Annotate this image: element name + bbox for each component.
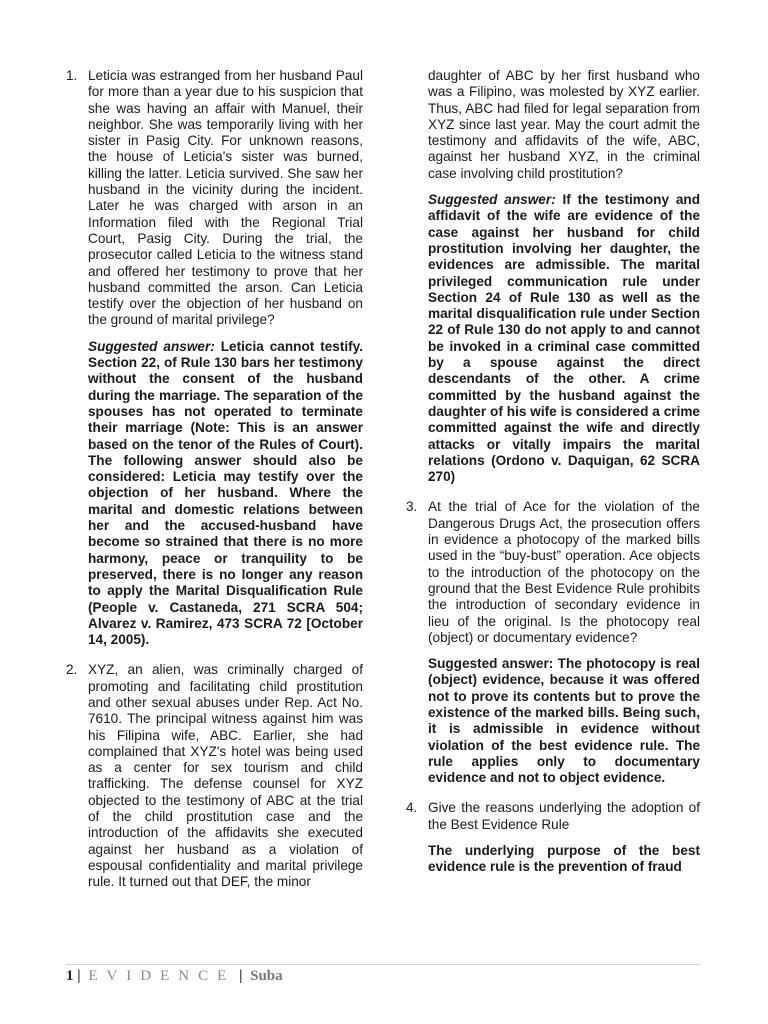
question-text: XYZ, an alien, was criminally charged of promoting and facilitating child prostitution and other sexual abuses under Rep. Act No. 7610. The principal witness against him was his Filipina wife, ABC. Earlier, she had complained that XYZ's hotel was being used as a center for sex tourism and child trafficking. The defense counsel for XYZ objected to the testimony of ABC at the trial of the child prostitution case and the introduction of the affidavits she executed against her husband as a violation of espousal confidentiality and marital privilege rule. It turned out that DEF, the minor xyxy=(88,662,363,890)
answer-4 xyxy=(406,843,700,876)
question-number: 1. xyxy=(66,68,78,83)
question-3 xyxy=(406,499,700,646)
question-text: Give the reasons underlying the adoption of the Best Evidence Rule xyxy=(428,800,700,832)
page-number: 1 xyxy=(66,968,74,984)
question-1 xyxy=(66,68,363,329)
question-number: 2. xyxy=(66,662,78,678)
question-number: 3. xyxy=(406,499,418,515)
footer-author: Suba xyxy=(250,968,283,984)
footer-divider xyxy=(66,964,700,965)
answer-text: Suggested answer: The photocopy is real (object) evidence, because it was offered not to prove its contents but to prove the existence of the marked bills. Being such, it is admissible in evidence without violation of the best evidence rule. The rule applies only to documentary evidence and not to object evidence. xyxy=(428,656,700,786)
question-text: Leticia was estranged from her husband Paul for more than a year due to his suspicion that she was having an affair with Manuel, their neighbor. She was temporarily living with her sister in Pasig City. For unknown reasons, the house of Leticia's sister was burned, killing the latter. Leticia survived. She saw her husband in the vicinity during the incident. Later he was charged with arson in an Information filed with the Regional Trial Court, Pasig City. During the trial, the prosecutor called Leticia to the witness stand and offered her testimony to prove that her husband committed the arson. Can Leticia testify over the objection of her husband on the ground of marital privilege? xyxy=(88,68,363,328)
answer-2 xyxy=(406,192,700,485)
right-column xyxy=(406,68,700,890)
footer-title: EVIDENCE xyxy=(88,968,236,984)
answer-text: Leticia cannot testify. Section 22, of Rule 130 bars her testimony without the consent of the husband during the marriage. The separation of the spouses has not operated to terminate their marriage (Note: This is an answer based on the tenor of the Rules of Court). The following answer should also be considered: Leticia may testify over the objection of her husband. Where the marital and domestic relations between her and the accused-husband have become so strained that there is no more harmony, peace or tranquility to be preserved, there is no longer any reason to apply the Marital Disqualification Rule (People v. Castaneda, 271 SCRA 504; Alvarez v. Ramirez, 473 SCRA 72 [October 14, 2005). xyxy=(88,338,364,648)
answer-3 xyxy=(406,656,700,786)
question-text: At the trial of Ace for the violation of the Dangerous Drugs Act, the prosecution offers in evidence a photocopy of the marked bills used in the “buy-bust” operation. Ace objects to the introduction of the photocopy on the ground that the Best Evidence Rule prohibits the introduction of secondary evidence in lieu of the original. Is the photocopy real (object) or documentary evidence? xyxy=(428,499,700,645)
footer-separator: | xyxy=(239,968,243,984)
answer-text: The underlying purpose of the best evidence rule is the prevention of fraud xyxy=(428,843,700,875)
question-text: daughter of ABC by her first husband who was a Filipino, was molested by XYZ earlier. Thus, ABC had filed for legal separation from XYZ since last year. May the court admit the testimony and affidavits of the wife, ABC, against her husband XYZ, in the criminal case involving child prostitution? xyxy=(428,68,700,181)
answer-text: If the testimony and affidavit of the wife are evidence of the case against her husband for child prostitution involving her daughter, the evidences are admissible. The marital privileged communication rule under Section 24 of Rule 130 as well as the marital disqualification rule under Section 22 of Rule 130 do not apply to and cannot be invoked in a criminal case committed by a spouse against the direct descendants of the other. A crime committed by the husband against the daughter of his wife is considered a crime committed against the wife and directly attacks or vitally impairs the marital relations (Ordono v. Daquigan, 62 SCRA 270) xyxy=(428,192,700,485)
answer-1 xyxy=(66,339,363,649)
question-2-part-2 xyxy=(406,68,700,182)
left-column xyxy=(66,68,363,891)
page-footer xyxy=(66,968,283,985)
question-number: 4. xyxy=(406,800,418,816)
answer-label: Suggested answer: xyxy=(428,192,556,208)
answer-label: Suggested answer: xyxy=(88,338,215,354)
question-4 xyxy=(406,800,700,833)
footer-separator: | xyxy=(77,968,81,984)
question-2-part-1 xyxy=(66,662,363,890)
